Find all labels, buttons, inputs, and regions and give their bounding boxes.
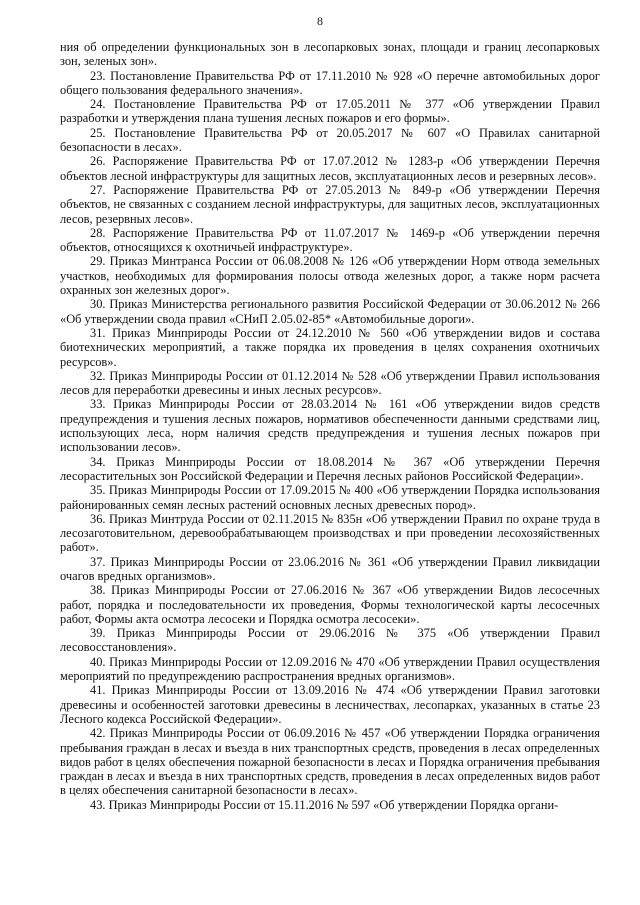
list-item: 32. Приказ Минприроды России от 01.12.2014 № 528 «Об утверждении Правил использования лесов для переработки древесины и иных лесных ресурсов». — [60, 368, 600, 398]
list-item: 30. Приказ Министерства регионального развития Российской Федерации от 30.06.2012 № 266 «Об утверждении свода правил «СНиП 2.05.02-85* «Автомобильные дороги». — [60, 297, 600, 326]
list-item: 29. Приказ Минтранса России от 06.08.2008 № 126 «Об утверждении Норм отвода земельных участков, необходимых для формирования полосы отвода железных дорог, а также норм расчета охранных зон железных дорог». — [60, 254, 600, 298]
list-item: 24. Постановление Правительства РФ от 17.05.2011 № 377 «Об утверждении Правил разработки и утверждения плана тушения лесных пожаров и его формы». — [60, 97, 600, 126]
list-item: 35. Приказ Минприроды России от 17.09.2015 № 400 «Об утверждении Порядка использования районированных семян лесных растений основных лесных древесных пород». — [60, 483, 600, 512]
list-item: 27. Распоряжение Правительства РФ от 27.05.2013 № 849-р «Об утверждении Перечня объектов, не связанных с созданием лесной инфраструктуры, для защитных лесов, эксплуатационных лесов, резервных лесов». — [60, 182, 600, 226]
document-body — [60, 40, 600, 812]
list-item: 28. Распоряжение Правительства РФ от 11.07.2017 № 1469-р «Об утверждении перечня объектов, относящихся к охотничьей инфраструктуре». — [60, 225, 600, 255]
list-item: 34. Приказ Минприроды России от 18.08.2014 № 367 «Об утверждении Перечня лесорастительных зон Российской Федерации и Перечня лесных районов Российской Федерации». — [60, 454, 600, 483]
continuation-paragraph: ния об определении функциональных зон в лесопарковых зонах, площади и границ лесопарковых зон, зеленых зон». — [60, 40, 600, 69]
list-item: 36. Приказ Минтруда России от 02.11.2015 № 835н «Об утверждении Правил по охране труда в лесозаготовительном, деревообрабатывающем производствах и при проведении лесохозяйственных работ». — [60, 511, 600, 555]
list-item: 40. Приказ Минприроды России от 12.09.2016 № 470 «Об утверждении Правил осуществления мероприятий по предупреждению распространения вредных организмов». — [60, 654, 600, 684]
list-item: 43. Приказ Минприроды России от 15.11.2016 № 597 «Об утверждении Порядка органи- — [90, 797, 559, 812]
list-item: 38. Приказ Минприроды России от 27.06.2016 № 367 «Об утверждении Видов лесосечных работ, порядка и последовательности их проведения, Формы технологической карты лесосечных работ, Формы акта осмотра лесосеки и Порядка осмотра лесосеки». — [60, 583, 600, 626]
list-item: 25. Постановление Правительства РФ от 20.05.2017 № 607 «О Правилах санитарной безопасности в лесах». — [60, 125, 600, 155]
list-item: 37. Приказ Минприроды России от 23.06.2016 № 361 «Об утверждении Правил ликвидации очагов вредных организмов». — [60, 554, 600, 583]
list-item: 41. Приказ Минприроды России от 13.09.2016 № 474 «Об утверждении Правил заготовки древесины и особенностей заготовки древесины в лесничествах, лесопарках, указанных в статье 23 Лесного кодекса Российской Федерации». — [60, 683, 600, 726]
page-number: 8 — [317, 14, 323, 28]
list-item: 23. Постановление Правительства РФ от 17.11.2010 № 928 «О перечне автомобильных дорог общего пользования федерального значения». — [60, 68, 600, 97]
list-item: 42. Приказ Минприроды России от 06.09.2016 № 457 «Об утверждении Порядка ограничения пребывания граждан в лесах и въезда в них транспортных средств, проведения в лесах определенных видов работ в целях обеспечения пожарной безопасности в лесах и Порядка ограничения пребывания граждан в лесах и въезда в них транспортных средств, проведения в лесах определенных видов работ в целях обеспечения санитарной безопасности в лесах». — [60, 726, 600, 798]
list-item: 33. Приказ Минприроды России от 28.03.2014 № 161 «Об утверждении видов средств предупреждения и тушения лесных пожаров, нормативов обеспеченности данными средствами лиц, использующих леса, норм наличия средств предупреждения и тушения лесных пожаров при использовании лесов». — [60, 397, 600, 455]
list-item: 26. Распоряжение Правительства РФ от 17.07.2012 № 1283-р «Об утверждении Перечня объектов лесной инфраструктуры для защитных лесов, эксплуатационных лесов и резервных лесов». — [60, 154, 600, 183]
list-item: 39. Приказ Минприроды России от 29.06.2016 № 375 «Об утверждении Правил лесовосстановления». — [60, 626, 600, 655]
list-item: 31. Приказ Минприроды России от 24.12.2010 № 560 «Об утверждении видов и состава биотехнических мероприятий, а также порядка их проведения в целях сохранения охотничьих ресурсов». — [60, 325, 600, 369]
